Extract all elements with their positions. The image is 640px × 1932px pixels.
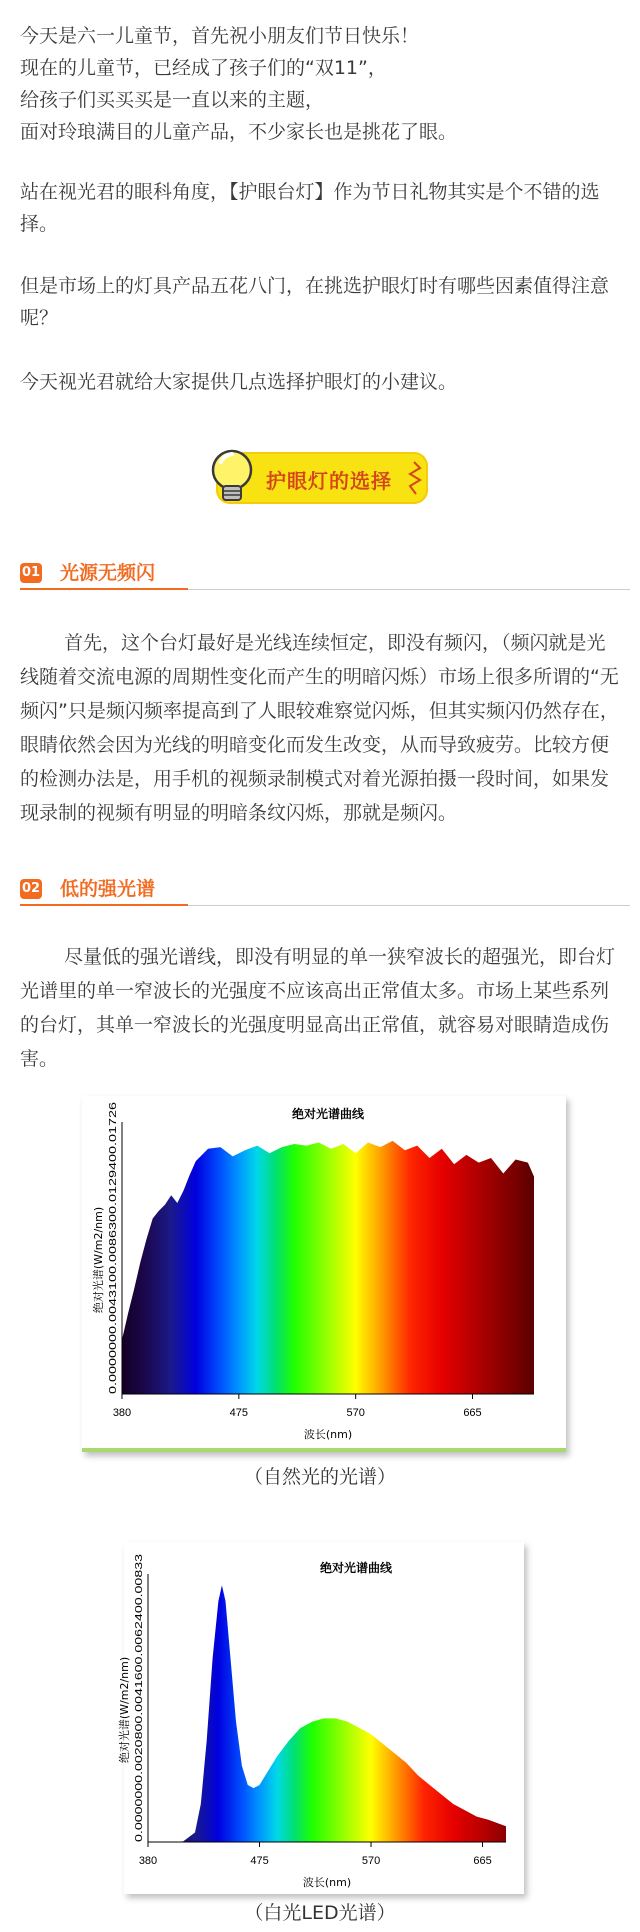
intro-paragraph-3: 但是市场上的灯具产品五花八门，在挑选护眼灯时有哪些因素值得注意呢？	[20, 275, 610, 329]
section-number-badge: 01	[20, 563, 42, 583]
x-tick-label: 570	[361, 1855, 381, 1867]
led-spectrum-caption: （白光LED光谱）	[244, 1902, 396, 1924]
chart-underline	[82, 1448, 566, 1452]
intro-line-4: 面对玲琅满目的儿童产品，不少家长也是挑花了眼。	[20, 121, 458, 143]
chart-title: 绝对光谱曲线	[291, 1107, 365, 1121]
x-tick-label: 475	[229, 1407, 249, 1419]
y-tick-labels	[133, 1554, 145, 1842]
spectrum-chart-1-svg	[82, 1096, 566, 1452]
x-tick-label: 380	[138, 1855, 158, 1867]
section-title: 低的强光谱	[60, 878, 156, 900]
zigzag-decoration-icon	[406, 460, 422, 500]
divider-accent	[20, 588, 188, 590]
intro-paragraph-4: 今天视光君就给大家提供几点选择护眼灯的小建议。	[20, 371, 458, 393]
y-tick-label: 0.0000000.0020800.0041600.0062400.00833	[133, 1628, 145, 1842]
intro-line-1: 今天是六一儿童节，首先祝小朋友们节日快乐！	[20, 25, 420, 47]
section2-body: 尽量低的强光谱线，即没有明显的单一狭窄波长的超强光，即台灯光谱里的单一窄波长的光强度不应该高出正常值太多。市场上某些系列的台灯，其单一窄波长的光强度明显高出正常值，就容易对眼睛造成伤害。	[20, 946, 616, 1070]
section-heading-1	[20, 560, 630, 590]
x-axis-label: 波长(nm)	[303, 1428, 353, 1441]
y-axis-title	[117, 1657, 131, 1763]
x-axis-label: 波长(nm)	[302, 1876, 352, 1889]
y-tick-label: 0.0000000.0043100.0086300.0129400.01726	[107, 1180, 119, 1394]
intro-paragraph-2: 站在视光君的眼科角度，【护眼台灯】作为节日礼物其实是个不错的选择。	[20, 181, 600, 235]
y-tick-labels	[107, 1102, 119, 1394]
intro-line-2: 现在的儿童节，已经成了孩子们的“双11”，	[20, 57, 387, 79]
x-tick-label: 380	[112, 1407, 132, 1419]
spectrum-area	[122, 1141, 534, 1394]
y-axis-title	[91, 1207, 105, 1313]
section-banner	[216, 452, 428, 504]
intro-line-3: 给孩子们买买买是一直以来的主题，	[20, 89, 325, 111]
section-heading-2	[20, 876, 630, 906]
divider-accent	[20, 904, 188, 906]
y-axis-label: 绝对光谱(W/m2/nm)	[92, 1206, 105, 1314]
x-tick-label: 665	[473, 1855, 492, 1867]
section1-body: 首先，这个台灯最好是光线连续恒定，即没有频闪，（频闪就是光线随着交流电源的周期性变化而产生的明暗闪烁）市场上很多所谓的“无频闪”只是频闪频率提高到了人眼较难察觉闪烁，但其实频闪仍然存在，眼睛依然会因为光线的明暗变化而发生改变，从而导致疲劳。比较方便的检测办法是，用手机的视频录制模式对着光源拍摄一段时间，如果发现录制的视频有明显的明暗条纹闪烁，那就是频闪。	[20, 632, 619, 824]
x-tick-label: 570	[346, 1407, 365, 1419]
spectrum-chart-2-svg	[118, 1542, 524, 1894]
y-axis-label: 绝对光谱(W/m2/nm)	[118, 1656, 131, 1764]
lightbulb-icon	[208, 448, 256, 514]
banner-title: 护眼灯的选择	[266, 469, 392, 493]
natural-spectrum-caption: （自然光的光谱）	[243, 1466, 396, 1488]
x-tick-label: 665	[463, 1407, 482, 1419]
natural-light-spectrum-chart	[82, 1096, 566, 1452]
section-title: 光源无频闪	[60, 562, 156, 584]
spectrum-area	[148, 1585, 506, 1842]
chart-title: 绝对光谱曲线	[319, 1561, 393, 1575]
led-spectrum-chart	[118, 1542, 524, 1894]
section-number-badge: 02	[20, 879, 42, 899]
x-tick-label: 475	[250, 1855, 269, 1867]
